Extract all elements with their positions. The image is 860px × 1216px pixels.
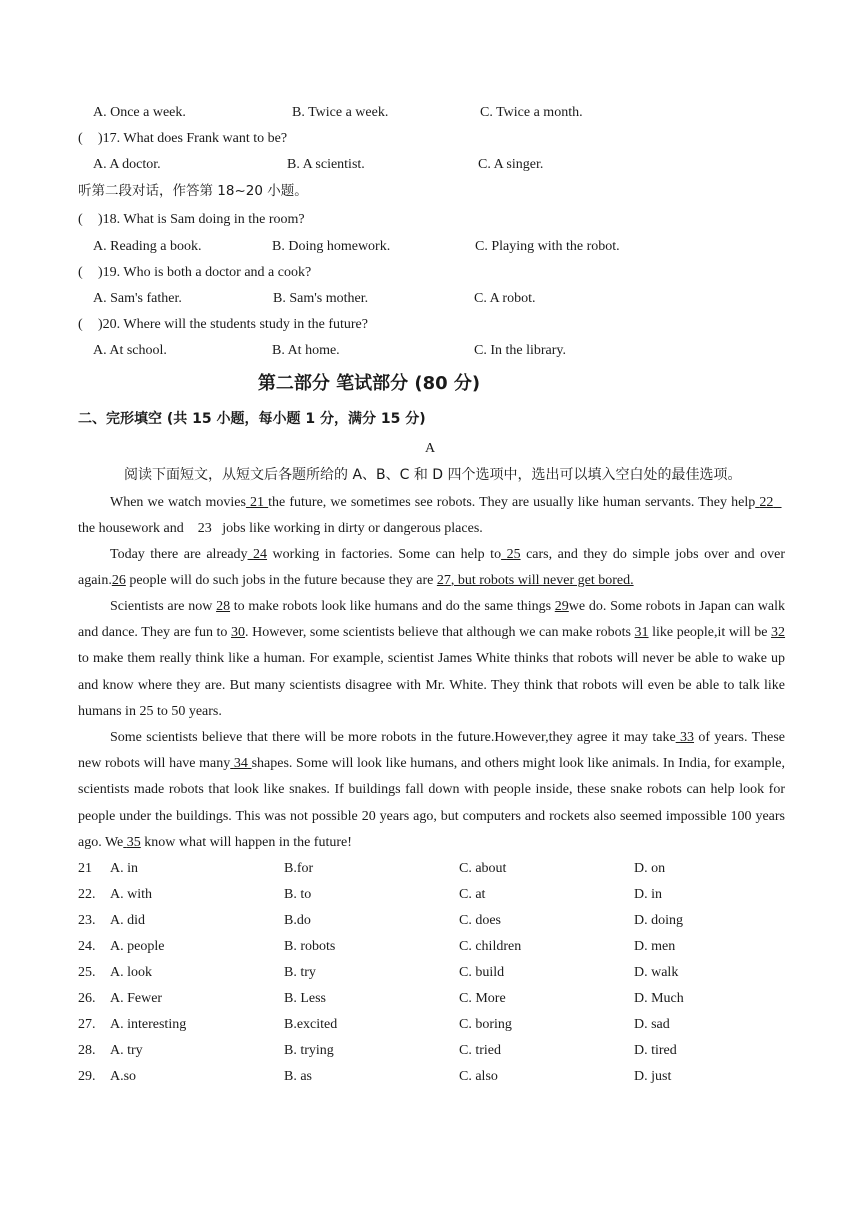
passage-text: working in factories. Some can help to: [272, 547, 502, 562]
answer-row-27: [78, 1012, 798, 1038]
q16-option-c: C. Twice a month.: [480, 105, 583, 120]
option-c: C. tried: [459, 1043, 501, 1058]
question-20: [78, 312, 786, 338]
answer-row-26: [78, 986, 798, 1012]
option-d: D. walk: [634, 965, 679, 980]
answer-row-24: [78, 934, 798, 960]
answer-number: 23.: [78, 913, 96, 928]
blank-number: 31: [634, 625, 649, 641]
passage-text: , but robots will never get bored.: [450, 573, 634, 589]
option-b: B. to: [284, 887, 312, 902]
option-d: D. Much: [634, 991, 684, 1006]
q18-option-c: C. Playing with the robot.: [475, 239, 620, 254]
blank-31: [635, 625, 649, 640]
answer-row-25: [78, 960, 798, 986]
q17-option-b: B. A scientist.: [287, 157, 365, 172]
part2-title-text: 第二部分 笔试部分 (80 分): [257, 373, 481, 394]
option-a: A. look: [110, 965, 152, 980]
option-d: D. in: [634, 887, 662, 902]
blank-number: 21: [250, 495, 265, 510]
option-d: D. tired: [634, 1043, 677, 1058]
q18-option-b: B. Doing homework.: [272, 239, 391, 254]
passage-text: Scientists are now: [110, 599, 213, 614]
blank-number: 34: [233, 756, 248, 772]
option-d: D. just: [634, 1069, 672, 1084]
answer-number: 25.: [78, 965, 96, 980]
answer-row-21: [78, 856, 798, 882]
part2-title: [0, 370, 860, 398]
question-18: [78, 207, 786, 233]
option-b: B. trying: [284, 1043, 334, 1058]
dialog2-instruction: 听第二段对话，作答第 18~20 小题。: [78, 183, 308, 199]
blank-29: [555, 599, 569, 614]
blank-32: [771, 625, 785, 640]
passage-text: the housework and: [78, 521, 184, 537]
option-a: A. with: [110, 887, 152, 902]
passage-label: A: [424, 441, 436, 456]
option-c: C. also: [459, 1069, 498, 1084]
option-a: A. people: [110, 939, 165, 954]
q17-option-c: C. A singer.: [478, 157, 544, 172]
option-b: B. try: [284, 965, 316, 980]
blank-number: 30: [231, 625, 246, 641]
blank-22: [755, 495, 781, 510]
passage-text: the future, we sometimes see robots. They are usually like human servants. They help: [268, 495, 756, 510]
blank-number: 33: [680, 730, 695, 745]
passage-text: of years. These new robots will have many: [78, 730, 786, 772]
answer-number: 26.: [78, 991, 96, 1006]
blank-number: 26: [111, 573, 126, 589]
passage-paragraph-2: [78, 542, 785, 594]
passage-paragraph-1: [78, 490, 785, 542]
option-a: A. in: [110, 861, 138, 876]
answer-number: 28.: [78, 1043, 96, 1058]
blank-number: 25: [506, 547, 521, 562]
option-c: C. build: [459, 965, 505, 980]
option-a: A. did: [110, 913, 145, 928]
passage-text: know what will happen in the future!: [144, 834, 352, 850]
blank-25: [501, 547, 521, 562]
blank-21: [246, 495, 268, 510]
option-a: A. Fewer: [110, 991, 163, 1006]
answer-row-28: [78, 1038, 798, 1064]
passage-text: cars, and they do simple jobs over and over again.: [78, 547, 786, 589]
blank-number: 22: [759, 495, 774, 510]
answer-number: 27.: [78, 1017, 96, 1032]
answer-number: 21: [78, 861, 92, 876]
option-d: D. on: [634, 861, 666, 876]
passage-text: Today there are already: [110, 547, 248, 562]
q16-option-a: A. Once a week.: [93, 105, 186, 120]
option-b: B.excited: [284, 1017, 338, 1032]
question-17-text: )17. What does Frank want to be?: [98, 131, 288, 146]
answer-paren: (: [78, 265, 83, 280]
option-b: B. Less: [284, 991, 326, 1006]
passage-paragraph-4: [78, 725, 785, 856]
question-18-text: )18. What is Sam doing in the room?: [98, 212, 305, 227]
option-d: D. sad: [634, 1017, 670, 1032]
passage-text: . However, some scientists believe that although we can make robots: [245, 625, 631, 641]
answer-row-22: [78, 882, 798, 908]
option-a: A.so: [110, 1069, 137, 1084]
q20-option-b: B. At home.: [272, 343, 340, 358]
answer-paren: (: [78, 212, 83, 227]
q19-option-b: B. Sam's mother.: [273, 291, 369, 306]
option-b: B. as: [284, 1069, 312, 1084]
q20-option-a: A. At school.: [93, 343, 167, 358]
blank-26: [112, 573, 126, 588]
option-c: C. boring: [459, 1017, 512, 1032]
q20-option-c: C. In the library.: [474, 343, 567, 358]
option-b: B.for: [284, 861, 314, 876]
q18-option-a: A. Reading a book.: [93, 239, 202, 254]
blank-number: 32: [771, 625, 786, 641]
passage-paragraph-3: [78, 594, 785, 725]
passage-text: Some scientists believe that there will be more robots in the future.However,they agree it may take: [110, 730, 676, 745]
question-19-text: )19. Who is both a doctor and a cook?: [98, 265, 312, 280]
question-20-text: )20. Where will the students study in the future?: [98, 317, 368, 332]
blank-30: [231, 625, 245, 640]
option-c: C. does: [459, 913, 501, 928]
option-c: C. children: [459, 939, 522, 954]
answer-number: 22.: [78, 887, 96, 902]
blank-35: [123, 835, 141, 850]
option-c: C. More: [459, 991, 506, 1006]
passage-text: people will do such jobs in the future because they are: [129, 573, 434, 589]
answer-paren: (: [78, 131, 83, 146]
passage-text: When we watch movies: [110, 495, 246, 510]
option-c: C. about: [459, 861, 507, 876]
option-c: C. at: [459, 887, 486, 902]
q19-option-a: A. Sam's father.: [93, 291, 182, 306]
passage-text: to make them really think like a human. For example, scientist James White thinks that robots will never be able to wake up and know where they are. But many scientists disagree with Mr. White. They think that robots will even be able to talk like humans in 25 to 50 years.: [78, 651, 785, 719]
option-a: A. try: [110, 1043, 143, 1058]
blank-33: [676, 730, 694, 745]
answer-number: 24.: [78, 939, 96, 954]
q17-option-a: A. A doctor.: [93, 157, 161, 172]
passage-text: to make robots look like humans and do the same things: [233, 599, 552, 614]
question-19: [78, 260, 786, 286]
blank-number: 27: [436, 573, 451, 589]
option-b: B. robots: [284, 939, 336, 954]
q16-option-b: B. Twice a week.: [292, 105, 389, 120]
blank-number: 24: [253, 547, 268, 562]
option-a: A. interesting: [110, 1017, 187, 1032]
answer-row-29: [78, 1064, 798, 1090]
section2-title: 二、完形填空 (共 15 小题，每小题 1 分，满分 15 分): [78, 411, 426, 427]
passage-text: shapes. Some will look like humans, and others might look like animals. In India, for example, scientists made robots that look like snakes. If buildings fall down with people inside, these snake robots can help look for people under the buildings. This was not possible 20 years ago, but computers and rockets also seemed impossible 100 years ago. We: [78, 756, 786, 850]
passage-text: jobs like working in dirty or dangerous places.: [222, 521, 483, 537]
answer-paren: (: [78, 317, 83, 332]
answer-row-23: [78, 908, 798, 934]
cloze-instruction: 阅读下面短文，从短文后各题所给的 A、B、C 和 D 四个选项中，选出可以填入空白处的最佳选项。: [124, 467, 742, 483]
blank-24: [248, 547, 268, 562]
q19-option-c: C. A robot.: [474, 291, 536, 306]
blank-number: 28: [216, 599, 231, 614]
answer-number: 29.: [78, 1069, 96, 1084]
blank-27: [437, 573, 634, 588]
blank-number: 35: [126, 834, 141, 850]
blank-34: [230, 756, 251, 771]
blank-28: [216, 599, 230, 614]
passage-text: we do. Some robots in Japan can walk and dance. They are fun to: [78, 599, 786, 641]
option-b: B.do: [284, 913, 311, 928]
option-d: D. doing: [634, 913, 683, 928]
question-17: [78, 126, 786, 152]
blank-23: 23: [197, 521, 212, 537]
blank-number: 29: [554, 599, 569, 614]
passage-text: like people,it will be: [652, 625, 768, 641]
option-d: D. men: [634, 939, 676, 954]
